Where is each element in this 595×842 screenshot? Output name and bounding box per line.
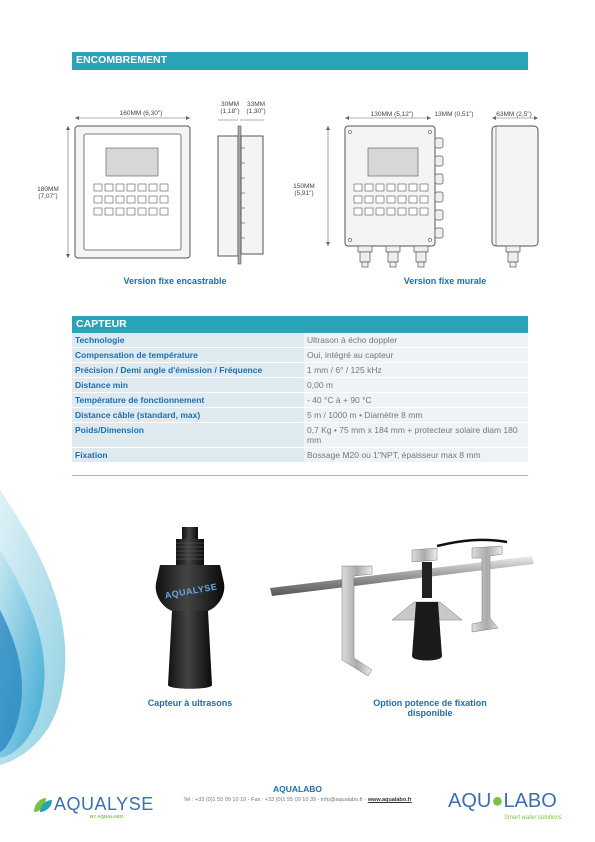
table-row <box>72 378 528 393</box>
row-label: Technologie <box>72 333 304 348</box>
left-height-label <box>30 186 66 200</box>
caption-mount-line1: Option potence de fixation <box>373 698 487 708</box>
footer-website-link[interactable]: www.aqualabo.fr <box>367 797 412 803</box>
caption-wall-mount: Version fixe murale <box>403 276 487 286</box>
row-value: 0,7 Kg • 75 mm x 184 mm + protecteur solaire diam 180 mm <box>304 423 528 448</box>
aqualyse-logo <box>32 794 162 824</box>
left-depth1-label <box>216 101 244 115</box>
table-row <box>72 348 528 363</box>
row-label: Compensation de température <box>72 348 304 363</box>
left-depth2-inch: (1,30") <box>246 108 266 115</box>
table-row <box>72 423 528 448</box>
footer-contact-text: Tel : +33 (0)1 55 09 10 10 - Fax : +33 (0)1 55 09 10 39 - info@aqualabo.fr - <box>183 797 368 803</box>
row-label: Température de fonctionnement <box>72 393 304 408</box>
right-depth-label: 63MM (2,5") <box>496 111 532 118</box>
table-row <box>72 333 528 348</box>
caption-sensor: Capteur à ultrasons <box>147 698 233 708</box>
caption-mount <box>340 698 520 718</box>
aqualabo-logo <box>448 790 578 826</box>
footer-contact-block <box>180 784 415 803</box>
row-value: 5 m / 1000 m • Diamètre 8 mm <box>304 408 528 423</box>
row-label: Distance min <box>72 378 304 393</box>
right-width-label: 130MM (5,12") <box>370 111 414 118</box>
table-row <box>72 363 528 378</box>
row-value: 0,00 m <box>304 378 528 393</box>
background-wave-decoration <box>0 470 120 770</box>
capteur-spec-table <box>72 333 528 463</box>
table-row <box>72 408 528 423</box>
row-value: Ultrason à écho doppler <box>304 333 528 348</box>
left-height-value: 180MM <box>37 186 59 193</box>
aqualabo-logo-text <box>448 790 557 813</box>
sensor-brand-label: AQUALYSE <box>163 581 219 601</box>
row-label: Poids/Dimension <box>72 423 304 448</box>
row-value: 1 mm / 6° / 125 kHz <box>304 363 528 378</box>
ultrasonic-sensor-image <box>140 525 240 695</box>
footer-contact <box>180 797 415 803</box>
table-bottom-line <box>72 475 528 476</box>
encombrement-header: ENCOMBREMENT <box>72 52 528 69</box>
right-height-value: 150MM <box>293 183 315 190</box>
row-label: Précision / Demi angle d'émission / Fréquence <box>72 363 304 378</box>
wall-mount-front-drawing <box>318 116 458 276</box>
row-value: Oui, intégré au capteur <box>304 348 528 363</box>
footer-company: AQUALABO <box>272 784 323 794</box>
row-label: Fixation <box>72 448 304 463</box>
row-value: - 40 °C à + 90 °C <box>304 393 528 408</box>
flush-mount-side-drawing <box>212 118 272 266</box>
left-depth2-value: 33MM <box>246 101 266 108</box>
table-row <box>72 448 528 463</box>
aqualabo-tagline: Smart water solutions <box>504 815 562 821</box>
aqualyse-logo-sub: BY AQUALABO <box>90 814 124 819</box>
aqualabo-logo-part-b: LABO <box>503 790 557 812</box>
left-depth2-label <box>242 101 270 115</box>
row-value: Bossage M20 ou 1"NPT, épaisseur max 8 mm <box>304 448 528 463</box>
row-label: Distance câble (standard, max) <box>72 408 304 423</box>
table-row <box>72 393 528 408</box>
leaf-logo-icon <box>32 796 54 814</box>
aqualabo-logo-part-a: AQU <box>448 790 492 812</box>
left-width-label: 160MM (6,30") <box>119 110 163 117</box>
wall-mount-side-drawing <box>486 116 546 276</box>
caption-mount-line2: disponible <box>407 708 453 718</box>
mounting-bracket-image <box>262 528 542 698</box>
left-depth1-inch: (1,18") <box>220 108 240 115</box>
caption-flush-mount: Version fixe encastrable <box>123 276 227 286</box>
water-drop-icon: ● <box>491 790 504 812</box>
aqualyse-logo-text: AQUALYSE <box>54 794 154 814</box>
left-depth1-value: 30MM <box>220 101 240 108</box>
right-side-label: 13MM (0,51") <box>434 111 474 118</box>
header-underline <box>72 69 528 70</box>
capteur-header: CAPTEUR <box>72 316 528 333</box>
left-height-inch: (7,07") <box>38 193 58 200</box>
right-height-inch: (5,91") <box>294 190 314 197</box>
